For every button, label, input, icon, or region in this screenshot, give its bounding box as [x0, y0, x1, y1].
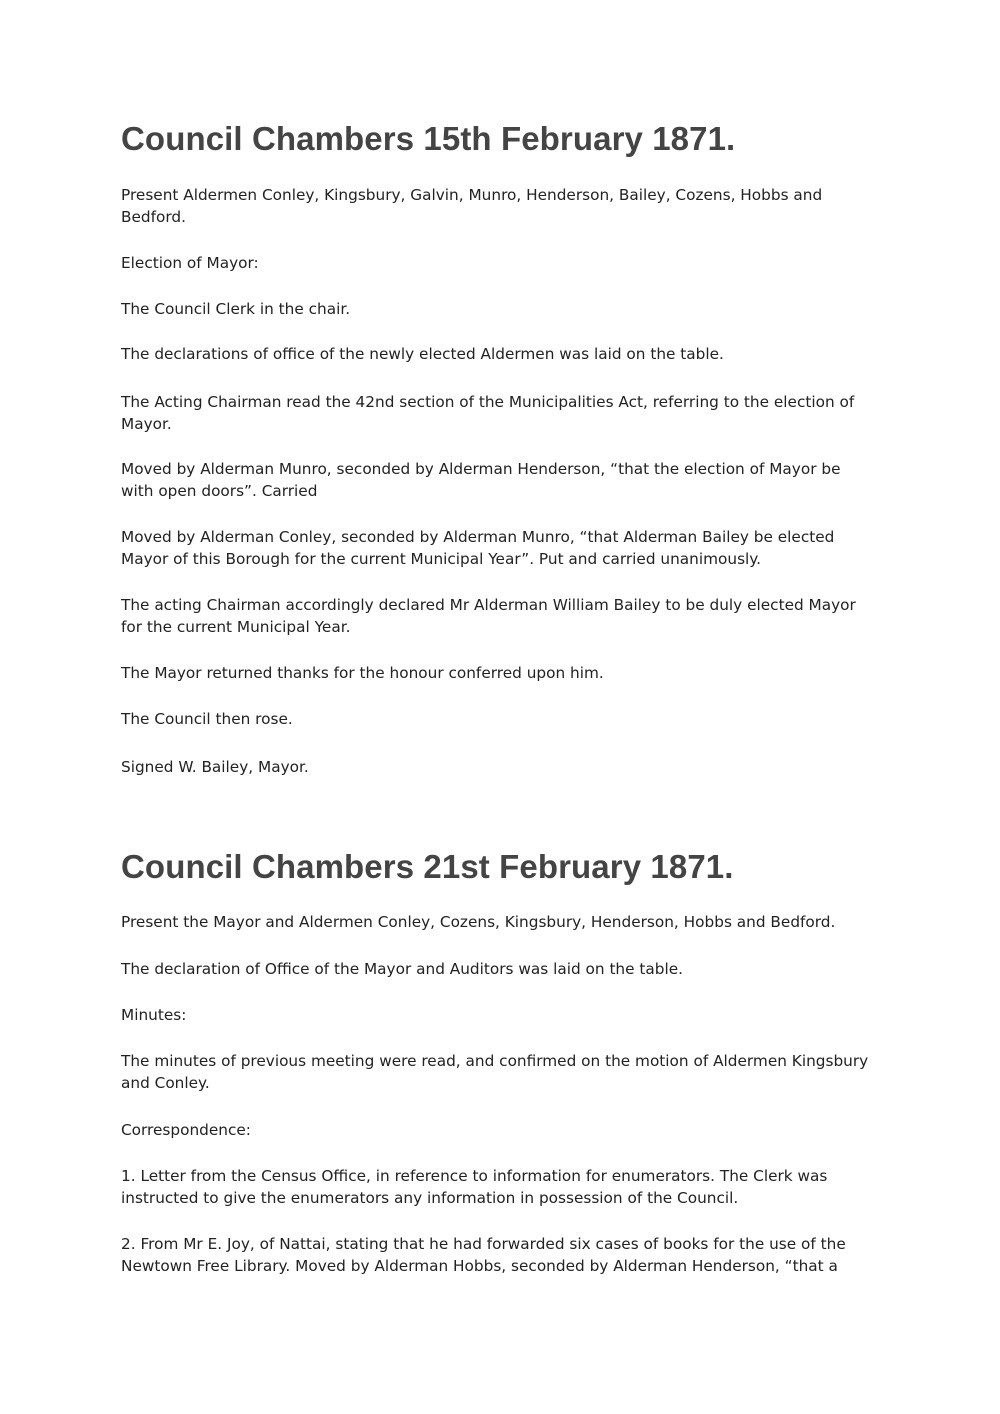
paragraph: The Council then rose.	[121, 710, 293, 728]
paragraph: The Acting Chairman read the 42nd section of the Municipalities Act, referring to the election of Mayor.	[121, 393, 855, 433]
paragraph: The acting Chairman accordingly declared Mr Alderman William Bailey to be duly elected Mayor for the current Municipal Year.	[121, 596, 856, 636]
section-title: Council Chambers 15th February 1871.	[121, 120, 736, 157]
paragraph: The declaration of Office of the Mayor and Auditors was laid on the table.	[121, 960, 684, 978]
paragraph-motion: Moved by Alderman Munro, seconded by Alderman Henderson, “that the election of Mayor be with open doors”. Carried	[121, 460, 841, 500]
paragraph-motion: Moved by Alderman Conley, seconded by Alderman Munro, “that Alderman Bailey be elected Mayor of this Borough for the current Municipal Year”. Put and carried unanimously.	[121, 528, 835, 568]
paragraph: The declarations of office of the newly elected Aldermen was laid on the table.	[121, 345, 724, 363]
paragraph-heading-election: Election of Mayor:	[121, 254, 259, 272]
paragraph-attendance: Present the Mayor and Aldermen Conley, Cozens, Kingsbury, Henderson, Hobbs and Bedford.	[121, 913, 836, 931]
paragraph-item: 1. Letter from the Census Office, in reference to information for enumerators. The Clerk was instructed to give the enumerators any information in possession of the Council.	[121, 1167, 828, 1207]
paragraph-heading-correspondence: Correspondence:	[121, 1121, 251, 1139]
paragraph-attendance: Present Aldermen Conley, Kingsbury, Galvin, Munro, Henderson, Bailey, Cozens, Hobbs and Bedford.	[121, 186, 823, 226]
paragraph: The Mayor returned thanks for the honour conferred upon him.	[121, 664, 604, 682]
paragraph-item: 2. From Mr E. Joy, of Nattai, stating that he had forwarded six cases of books for the use of the Newtown Free Library. Moved by Alderman Hobbs, seconded by Alderman Henderson, “that a	[121, 1235, 846, 1275]
section-title: Council Chambers 21st February 1871.	[121, 848, 734, 885]
paragraph: The Council Clerk in the chair.	[121, 300, 351, 318]
paragraph-heading-minutes: Minutes:	[121, 1006, 187, 1024]
paragraph: The minutes of previous meeting were read, and confirmed on the motion of Aldermen Kingsbury and Conley.	[121, 1052, 869, 1092]
paragraph-signature: Signed W. Bailey, Mayor.	[121, 758, 309, 776]
